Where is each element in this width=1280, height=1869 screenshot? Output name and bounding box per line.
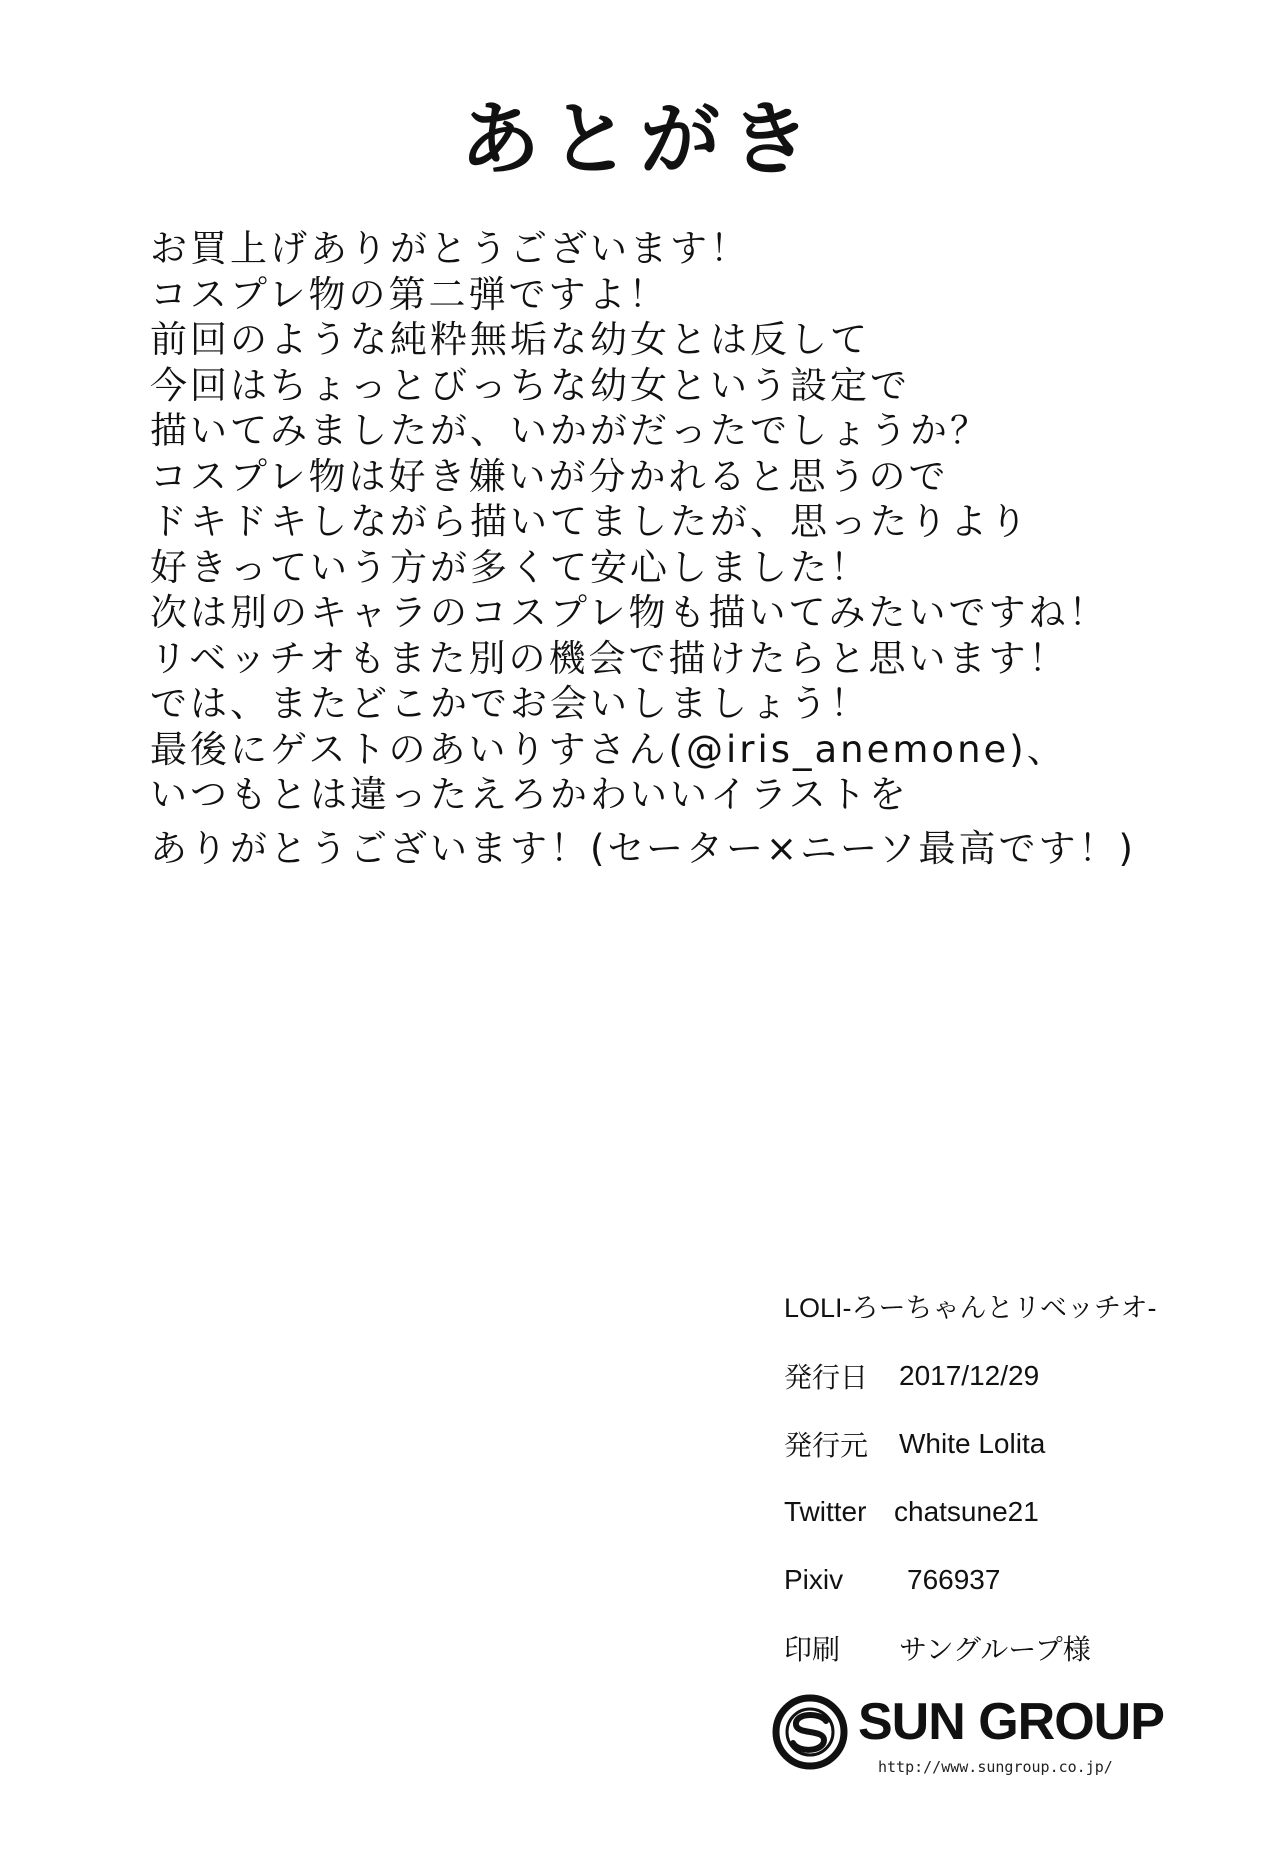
colophon-label: Pixiv — [784, 1564, 844, 1595]
colophon-label: 発行元 — [784, 1430, 869, 1461]
colophon-value: サングループ様 — [899, 1634, 1091, 1665]
sun-group-logo-icon — [772, 1694, 848, 1770]
sun-group-url: http://www.sungroup.co.jp/ — [878, 1758, 1113, 1776]
colophon-label: 発行日 — [784, 1362, 869, 1393]
colophon-book-title: LOLI-ろーちゃんとリベッチオ- — [784, 1293, 1157, 1323]
afterword-line: 次は別のキャラのコスプレ物も描いてみたいですね！ — [150, 591, 1109, 634]
colophon-value: White Lolita — [899, 1428, 1046, 1459]
colophon-row-printer — [784, 1630, 1214, 1666]
page-title: あとがき — [460, 93, 820, 186]
colophon-label: 印刷 — [784, 1634, 841, 1665]
afterword-line: ドキドキしながら描いてましたが、思ったりより — [150, 500, 1030, 543]
colophon — [784, 1290, 1214, 1698]
colophon-value: 2017/12/29 — [899, 1360, 1040, 1391]
afterword-line: コスプレ物は好き嫌いが分かれると思うので — [150, 454, 949, 498]
colophon-value: chatsune21 — [894, 1496, 1039, 1527]
colophon-row-publish-date — [784, 1358, 1214, 1394]
colophon-row-publisher — [784, 1426, 1214, 1462]
afterword-body — [150, 226, 1150, 871]
afterword-line: 今回はちょっとびっちな幼女という設定で — [150, 363, 910, 407]
afterword-line: お買上げありがとうございます！ — [150, 227, 750, 270]
afterword-line: 最後にゲストのあいりすさん(@iris_anemone)、 — [150, 727, 1067, 771]
sun-group-logo — [772, 1690, 1172, 1785]
afterword-line: リベッチオもまた別の機会で描けたらと思います！ — [150, 636, 1069, 680]
afterword-line: いつもとは違ったえろかわいいイラストを — [150, 773, 909, 816]
afterword-line: 前回のような純粋無垢な幼女とは反して — [150, 318, 870, 361]
afterword-line: 描いてみましたが、いかがだったでしょうか？ — [150, 409, 990, 452]
afterword-line: では、またどこかでお会いしましょう！ — [150, 682, 870, 725]
colophon-row-twitter — [784, 1494, 1214, 1530]
afterword-line: コスプレ物の第二弾ですよ！ — [150, 272, 669, 316]
colophon-row-pixiv — [784, 1562, 1214, 1598]
colophon-label: Twitter — [784, 1496, 867, 1527]
afterword-line: ありがとうございます！(セーター×ニーソ最高です！) — [150, 826, 1136, 870]
colophon-value: 766937 — [907, 1564, 1001, 1595]
sun-group-wordmark: SUN GROUP — [858, 1693, 1164, 1751]
afterword-line: 好きっていう方が多くて安心しました！ — [150, 545, 870, 589]
